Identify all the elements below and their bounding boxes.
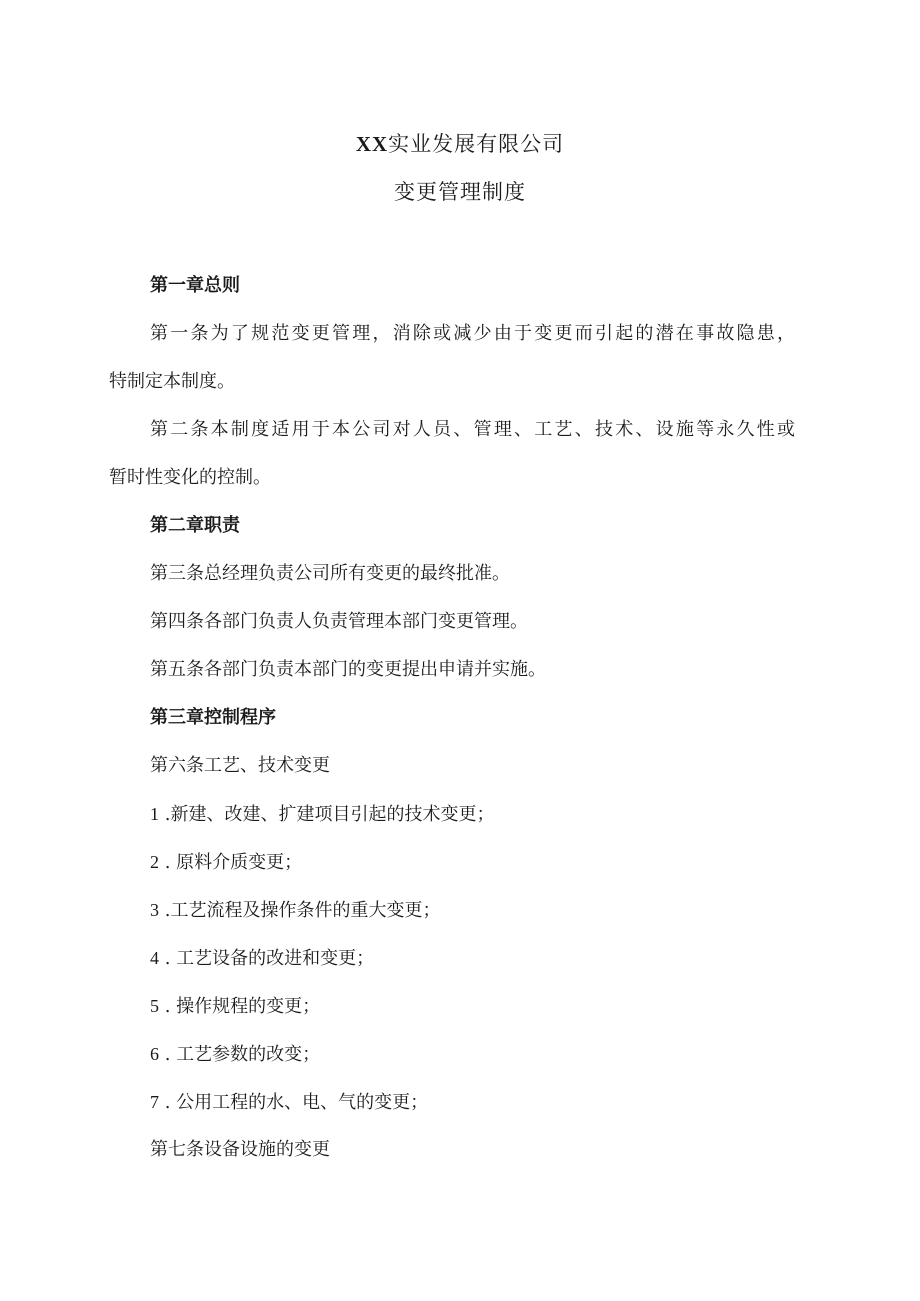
list-item <box>150 1042 320 1067</box>
article-2-line-2: 暂时性变化的控制。 <box>109 467 271 488</box>
company-title <box>0 128 920 158</box>
list-item <box>150 946 374 971</box>
article-2-line-1: 第二条本制度适用于本公司对人员、管理、工艺、技术、设施等永久性或 <box>150 419 795 440</box>
list-item-number: 3 <box>150 900 159 920</box>
article-7: 第七条设备设施的变更 <box>150 1139 330 1160</box>
article-6: 第六条工艺、技术变更 <box>150 755 330 776</box>
list-item <box>150 994 320 1019</box>
list-item-number: 4 <box>150 948 159 968</box>
chapter-2-heading: 第二章职责 <box>150 515 240 536</box>
chapter-3-heading: 第三章控制程序 <box>150 707 276 728</box>
list-item-number: 6 <box>150 1044 159 1064</box>
list-item-separator: . <box>159 1092 177 1113</box>
company-prefix: XX <box>355 132 389 156</box>
list-item-separator: . <box>159 804 171 825</box>
company-name: 实业发展有限公司 <box>388 132 565 156</box>
article-1-line-2: 特制定本制度。 <box>109 371 235 392</box>
list-item-text: 原料介质变更； <box>176 852 303 873</box>
list-item-separator: . <box>159 996 177 1017</box>
article-1-line-1: 第一条为了规范变更管理，消除或减少由于变更而引起的潜在事故隐患， <box>150 323 795 344</box>
list-item-number: 1 <box>150 804 159 824</box>
list-item <box>150 850 302 875</box>
article-3: 第三条总经理负责公司所有变更的最终批准。 <box>150 563 510 584</box>
list-item <box>150 802 494 827</box>
list-item-separator: . <box>159 948 177 969</box>
list-item-text: 工艺参数的改变； <box>176 1044 321 1065</box>
list-item-separator: . <box>159 1044 177 1065</box>
list-item-text: 工艺设备的改进和变更； <box>176 948 375 969</box>
list-item-separator: . <box>159 852 177 873</box>
document-title: 变更管理制度 <box>394 180 526 204</box>
list-item-number: 2 <box>150 852 159 872</box>
article-5: 第五条各部门负责本部门的变更提出申请并实施。 <box>150 659 546 680</box>
list-item <box>150 1090 428 1115</box>
list-item-text: 工艺流程及操作条件的重大变更； <box>170 900 441 921</box>
list-item-separator: . <box>159 900 171 921</box>
article-4: 第四条各部门负责人负责管理本部门变更管理。 <box>150 611 528 632</box>
list-item-number: 7 <box>150 1092 159 1112</box>
list-item-number: 5 <box>150 996 159 1016</box>
list-item-text: 操作规程的变更； <box>176 996 321 1017</box>
list-item-text: 新建、改建、扩建项目引起的技术变更； <box>170 804 495 825</box>
list-item <box>150 898 440 923</box>
chapter-1-heading: 第一章总则 <box>150 275 240 296</box>
list-item-text: 公用工程的水、电、气的变更； <box>176 1092 429 1113</box>
